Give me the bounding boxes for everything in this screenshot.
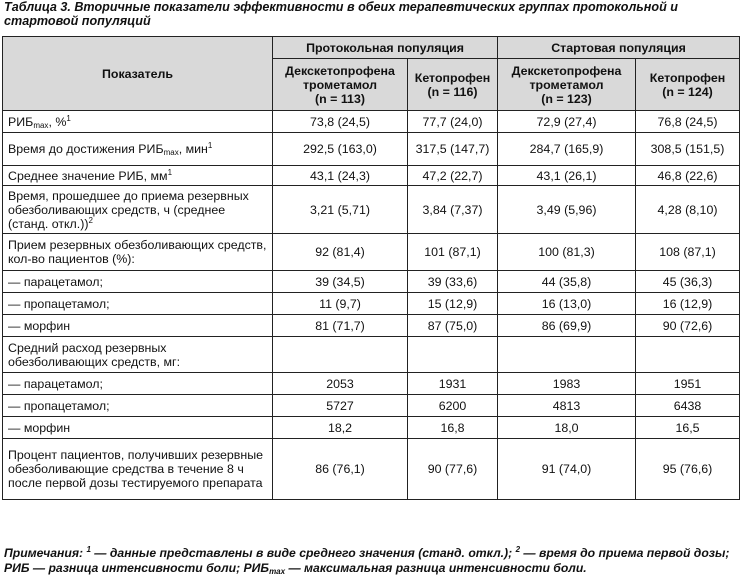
value-cell: 39 (33,6): [408, 271, 498, 293]
note-text: — время до приема первой дозы; РИБ — разница интенсивности боли; РИБ: [4, 546, 730, 575]
value-cell: 1951: [636, 373, 740, 395]
value-cell: [408, 337, 498, 373]
row-label: [3, 373, 273, 395]
value-cell: 73,8 (24,5): [273, 111, 408, 133]
value-cell: 317,5 (147,7): [408, 133, 498, 166]
row-label-text: Процент пациентов, получивших резервные обезболивающие средства в течение 8 ч после первой дозы тестируемого препарата: [8, 448, 264, 490]
header-indicator: Показатель: [3, 37, 273, 111]
drug-name: Декскетопрофена трометамол: [511, 63, 622, 92]
sample-size: (n = 123): [541, 91, 592, 106]
footnote-marker: 2: [515, 545, 521, 554]
row-label: [3, 186, 273, 234]
table-row: [3, 166, 740, 186]
footnote-marker: 1: [86, 545, 91, 554]
row-label: [3, 166, 273, 186]
table-row: [3, 439, 740, 500]
row-label: [3, 234, 273, 271]
table-row: [3, 111, 740, 133]
table-row: [3, 395, 740, 417]
value-cell: 18,2: [273, 417, 408, 439]
row-label-suffix: , %: [48, 114, 67, 129]
table-row: [3, 417, 740, 439]
notes-lead: Примечания:: [4, 546, 84, 560]
value-cell: 95 (76,6): [636, 439, 740, 500]
row-label-text: Время, прошедшее до приема резервных обезболивающих средств, ч (среднее (станд. откл.)): [8, 188, 249, 231]
value-cell: 72,9 (27,4): [498, 111, 636, 133]
row-label-text: Время до достижения РИБ: [8, 142, 164, 156]
footnote-marker: 1: [207, 141, 213, 150]
value-cell: 2053: [273, 373, 408, 395]
drug-name: Кетопрофен: [649, 70, 726, 85]
row-label-text: Средний расход резервных обезболивающих средств, мг:: [8, 340, 181, 369]
value-cell: 76,8 (24,5): [636, 111, 740, 133]
note-text: — данные представлены в виде среднего значения (станд. откл.);: [90, 546, 516, 560]
value-cell: 5727: [273, 395, 408, 417]
value-cell: 90 (72,6): [636, 315, 740, 337]
value-cell: [498, 337, 636, 373]
sample-size: (n = 113): [315, 91, 365, 106]
value-cell: 46,8 (22,6): [636, 166, 740, 186]
header-start-drug-b: [636, 59, 740, 111]
sample-size: (n = 116): [427, 84, 478, 99]
header-protocol-population: Протокольная популяция: [273, 37, 498, 59]
value-cell: 284,7 (165,9): [498, 133, 636, 166]
table-caption: Таблица 3. Вторичные показатели эффективности в обеих терапевтических группах протокольной и стартовой популяций: [4, 0, 678, 28]
value-cell: 47,2 (22,7): [408, 166, 498, 186]
header-start-drug-a: [498, 59, 636, 111]
value-cell: 87 (75,0): [408, 315, 498, 337]
table-row: [3, 373, 740, 395]
subscript: max: [163, 148, 179, 157]
row-label: [3, 315, 273, 337]
value-cell: 4,28 (8,10): [636, 186, 740, 234]
value-cell: 101 (87,1): [408, 234, 498, 271]
value-cell: 16 (12,9): [636, 293, 740, 315]
value-cell: 86 (69,9): [498, 315, 636, 337]
value-cell: 92 (81,4): [273, 234, 408, 271]
table-row: [3, 271, 740, 293]
header-protocol-drug-a: [273, 59, 408, 111]
row-label: [3, 133, 273, 166]
row-label-text: — парацетамол;: [8, 274, 103, 289]
value-cell: 4813: [498, 395, 636, 417]
drug-name: Декскетопрофена трометамол: [285, 63, 395, 92]
table-row: [3, 133, 740, 166]
value-cell: 43,1 (24,3): [273, 166, 408, 186]
row-label: [3, 395, 273, 417]
row-label: [3, 439, 273, 500]
value-cell: 86 (76,1): [273, 439, 408, 500]
row-label-text: — пропацетамол;: [8, 398, 110, 413]
value-cell: 3,84 (7,37): [408, 186, 498, 234]
note-text: — максимальная разница интенсивности боли.: [285, 561, 587, 575]
value-cell: 18,0: [498, 417, 636, 439]
value-cell: 90 (77,6): [408, 439, 498, 500]
table-row: [3, 293, 740, 315]
table-notes: [4, 546, 739, 576]
row-label-text: РИБ: [8, 114, 34, 129]
value-cell: 77,7 (24,0): [408, 111, 498, 133]
row-label-suffix: , мин: [178, 142, 208, 156]
row-label: [3, 111, 273, 133]
value-cell: 6200: [408, 395, 498, 417]
header-protocol-drug-b: [408, 59, 498, 111]
value-cell: 108 (87,1): [636, 234, 740, 271]
footnote-marker: 1: [66, 113, 71, 123]
value-cell: 15 (12,9): [408, 293, 498, 315]
row-label-text: — пропацетамол;: [8, 296, 110, 311]
value-cell: 16 (13,0): [498, 293, 636, 315]
value-cell: [636, 337, 740, 373]
value-cell: 100 (81,3): [498, 234, 636, 271]
value-cell: 81 (71,7): [273, 315, 408, 337]
value-cell: 44 (35,8): [498, 271, 636, 293]
value-cell: 45 (36,3): [636, 271, 740, 293]
value-cell: 308,5 (151,5): [636, 133, 740, 166]
value-cell: 16,5: [636, 417, 740, 439]
value-cell: [273, 337, 408, 373]
value-cell: 16,8: [408, 417, 498, 439]
row-label: [3, 271, 273, 293]
subscript: max: [269, 567, 286, 576]
table-row: [3, 315, 740, 337]
table-row: [3, 337, 740, 373]
value-cell: 3,21 (5,71): [273, 186, 408, 234]
efficacy-table: [2, 36, 740, 500]
subscript: max: [33, 120, 49, 130]
sample-size: (n = 124): [662, 84, 713, 99]
row-label-text: — морфин: [8, 318, 71, 333]
drug-name: Кетопрофен: [414, 70, 491, 85]
table-row: [3, 234, 740, 271]
value-cell: 6438: [636, 395, 740, 417]
value-cell: 3,49 (5,96): [498, 186, 636, 234]
header-start-population: Стартовая популяция: [498, 37, 740, 59]
row-label-text: — морфин: [8, 420, 71, 435]
value-cell: 43,1 (26,1): [498, 166, 636, 186]
row-label-text: Прием резервных обезболивающих средств, кол-во пациентов (%):: [8, 238, 267, 266]
footnote-marker: 2: [88, 215, 93, 225]
value-cell: 91 (74,0): [498, 439, 636, 500]
value-cell: 292,5 (163,0): [273, 133, 408, 166]
row-label: [3, 337, 273, 373]
row-label: [3, 293, 273, 315]
row-label: [3, 417, 273, 439]
value-cell: 1931: [408, 373, 498, 395]
row-label-text: Среднее значение РИБ, мм: [8, 168, 168, 183]
value-cell: 39 (34,5): [273, 271, 408, 293]
value-cell: 11 (9,7): [273, 293, 408, 315]
value-cell: 1983: [498, 373, 636, 395]
row-label-text: — парацетамол;: [8, 376, 103, 391]
footnote-marker: 1: [167, 167, 173, 177]
table-row: [3, 186, 740, 234]
